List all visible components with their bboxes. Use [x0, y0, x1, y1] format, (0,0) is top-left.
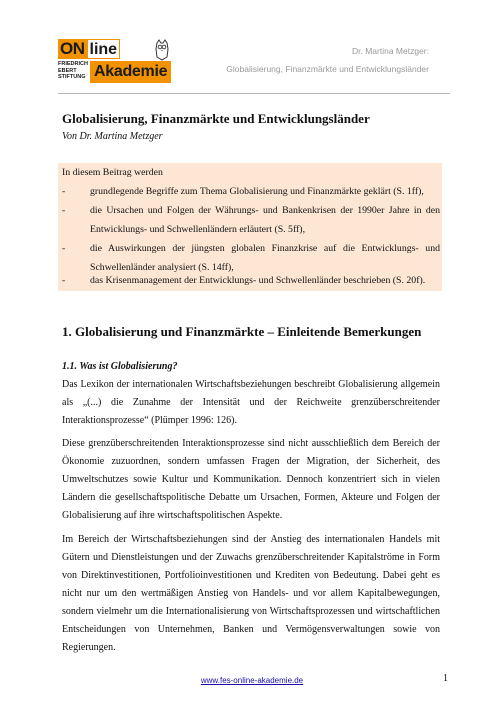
section-subheading: 1.1. Was ist Globalisierung?	[62, 361, 178, 372]
section-heading: 1. Globalisierung und Finanzmärkte – Einleitende Bemerkungen	[62, 324, 422, 339]
document-title: Globalisierung, Finanzmärkte und Entwicklungsländer	[62, 111, 370, 126]
owl-icon	[154, 39, 170, 61]
paragraph-2-line-5: Globalisierung auf ihre wirtschaftspolitischen Aspekte.	[62, 510, 283, 521]
fes-line-2: EBERT	[58, 67, 77, 74]
paragraph-3-line-1: Im Bereich der Wirtschaftsbeziehungen sind der Anstieg des internationalen Handels mit	[62, 534, 440, 545]
fes-wordmark	[58, 61, 88, 81]
bullet-marker: -	[62, 205, 66, 216]
paragraph-3-line-5: sondern vielmehr um die Internationalisierung von Wirtschaftsprozessen und wirtschaftlichen	[62, 606, 440, 617]
paragraph-2-line-1: Diese grenzüberschreitenden Interaktionsprozesse sind nicht ausschließlich dem Bereich der	[62, 438, 440, 449]
summary-item-3-line-2: Schwellenländer analysiert (S. 14ff),	[90, 262, 234, 273]
summary-box	[58, 163, 442, 291]
logo-akademie-text: Akademie	[90, 61, 171, 83]
logo-on-text: ON	[60, 39, 85, 58]
paragraph-3-line-7: Regierungen.	[62, 642, 116, 653]
paragraph-1-line-2: als „(...) die Zunahme der Intensität und der Reichweite grenzüberschreitender	[62, 397, 440, 408]
bullet-marker: -	[62, 243, 66, 254]
fes-line-1: FRIEDRICH	[58, 61, 88, 67]
header-title: Globalisierung, Finanzmärkte und Entwicklungsländer	[226, 64, 429, 74]
paragraph-2-line-2: Ökonomie zuzuordnen, sondern umfassen Fragen der Migration, der Sicherheit, des	[62, 456, 440, 467]
page-number: 1	[443, 673, 448, 684]
logo-line-text: line	[87, 39, 121, 59]
bullet-marker: -	[62, 186, 66, 197]
summary-item-1-line-1: grundlegende Begriffe zum Thema Globalisierung und Finanzmärkte geklärt (S. 1ff),	[90, 186, 424, 197]
paragraph-2-line-4: Ländern die gesellschaftspolitische Debatte um Ursachen, Formen, Akteure und Folgen der	[62, 492, 440, 503]
paragraph-1-line-3: Interaktionsprozesse“ (Plümper 1996: 126).	[62, 415, 237, 426]
summary-item-2-line-1: die Ursachen und Folgen der Währungs- und Bankenkrisen der 1990er Jahre in den	[90, 205, 440, 216]
bullet-marker: -	[62, 275, 66, 286]
paragraph-3-line-3: von Direktinvestitionen, Portfolioinvestitionen und Krediten von Bedeutung. Dabei geht es	[62, 570, 440, 581]
fes-line-3: STIFTUNG	[58, 74, 86, 80]
summary-item-2-line-2: Entwicklungs- und Schwellenländern erläutert (S. 5ff),	[90, 224, 306, 235]
footer-website-link[interactable]: www.fes-online-akademie.de	[200, 676, 304, 685]
paragraph-1-line-1: Das Lexikon der internationalen Wirtschaftsbeziehungen beschreibt Globalisierung allgemein	[62, 379, 440, 390]
header-divider	[58, 93, 450, 94]
paragraph-2-line-3: Umweltschutzes sowie Kultur und Kommunikation. Dennoch konzentriert sich in vielen	[62, 474, 440, 485]
paragraph-3-line-2: Gütern und Dienstleistungen und der Zuwachs grenzüberschreitender Kapitalströme in Form	[62, 552, 440, 563]
online-akademie-logo[interactable]	[58, 39, 170, 91]
header-author: Dr. Martina Metzger:	[352, 46, 429, 56]
logo-top-row	[58, 39, 120, 59]
summary-item-3-line-1: die Auswirkungen der jüngsten globalen Finanzkrise auf die Entwicklungs- und	[90, 243, 440, 254]
summary-item-4-line-1: das Krisenmanagement der Entwicklungs- und Schwellenländer beschrieben (S. 20f).	[90, 275, 426, 286]
document-byline: Von Dr. Martina Metzger	[62, 131, 163, 142]
paragraph-3-line-4: nicht nur um den wertmäßigen Anstieg von Handels- und vor allem Kapitalbewegungen,	[62, 588, 440, 599]
summary-intro: In diesem Beitrag werden	[62, 167, 163, 178]
paragraph-3-line-6: Entscheidungen von Unternehmen, Banken und Vermögensverwaltungen sowie von	[62, 624, 440, 635]
